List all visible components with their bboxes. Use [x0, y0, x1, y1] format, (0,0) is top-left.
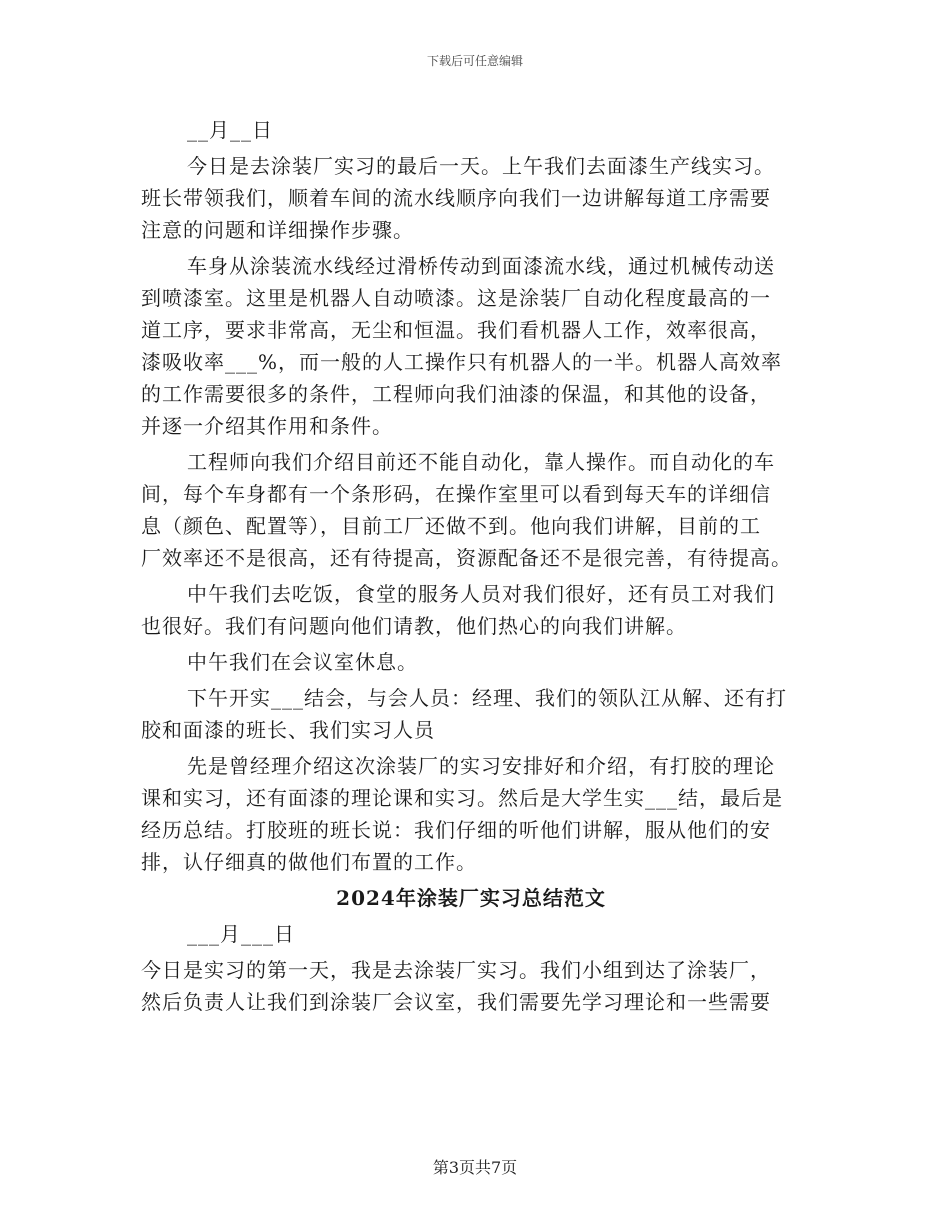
page-footer: 第3页共7页	[432, 1158, 518, 1177]
text-line: 的工作需要很多的条件，工程师向我们油漆的保温，和其他的设备，	[141, 382, 771, 406]
text-line: 班长带领我们，顺着车间的流水线顺序向我们一边讲解每道工序需要	[141, 186, 771, 210]
text-line: __月__日	[187, 118, 273, 142]
text-line: 漆吸收率___%，而一般的人工操作只有机器人的一半。机器人高效率	[141, 350, 783, 374]
text-line: 胶和面漆的班长、我们实习人员	[141, 718, 435, 742]
text-line: 中午我们去吃饭，食堂的服务人员对我们很好，还有员工对我们	[187, 582, 775, 606]
section-title: 2024年涂装厂实习总结范文	[336, 886, 606, 910]
text-line: 下午开实___结会，与会人员：经理、我们的领队江从解、还有打	[187, 686, 787, 710]
text-line: 排，认仔细真的做他们布置的工作。	[141, 850, 477, 874]
text-line: 并逐一介绍其作用和条件。	[141, 414, 393, 438]
article-part-2	[141, 918, 801, 1018]
text-line: 先是曾经理介绍这次涂装厂的实习安排好和介绍，有打胶的理论	[187, 754, 775, 778]
text-line: 车身从涂装流水线经过滑桥传动到面漆流水线，通过机械传动送	[187, 254, 775, 278]
text-line: 厂效率还不是很高，还有待提高，资源配备还不是很完善，有待提高。	[141, 546, 792, 570]
text-line: 课和实习，还有面漆的理论课和实习。然后是大学生实___结，最后是	[141, 786, 783, 810]
text-line: 到喷漆室。这里是机器人自动喷漆。这是涂装厂自动化程度最高的一	[141, 286, 771, 310]
article-part-1	[141, 114, 801, 878]
page-header: 下载后可任意编辑	[426, 54, 523, 68]
document-body	[141, 114, 801, 1018]
text-line: 工程师向我们介绍目前还不能自动化，靠人操作。而自动化的车	[187, 450, 775, 474]
text-line: 经历总结。打胶班的班长说：我们仔细的听他们讲解，服从他们的安	[141, 818, 771, 842]
text-line: 注意的问题和详细操作步骤。	[141, 218, 414, 242]
text-line: 然后负责人让我们到涂装厂会议室，我们需要先学习理论和一些需要	[141, 990, 771, 1014]
text-line: 道工序，要求非常高，无尘和恒温。我们看机器人工作，效率很高，	[141, 318, 771, 342]
text-line: 今日是实习的第一天，我是去涂装厂实习。我们小组到达了涂装厂，	[141, 958, 771, 982]
text-line: 也很好。我们有问题向他们请教，他们热心的向我们讲解。	[141, 614, 687, 638]
text-line: 间，每个车身都有一个条形码，在操作室里可以看到每天车的详细信	[141, 482, 771, 506]
text-line: 中午我们在会议室休息。	[187, 650, 418, 674]
text-line: 今日是去涂装厂实习的最后一天。上午我们去面漆生产线实习。	[187, 154, 775, 178]
text-line: 息（颜色、配置等），目前工厂还做不到。他向我们讲解，目前的工	[141, 514, 761, 538]
text-line: ___月___日	[187, 922, 295, 946]
